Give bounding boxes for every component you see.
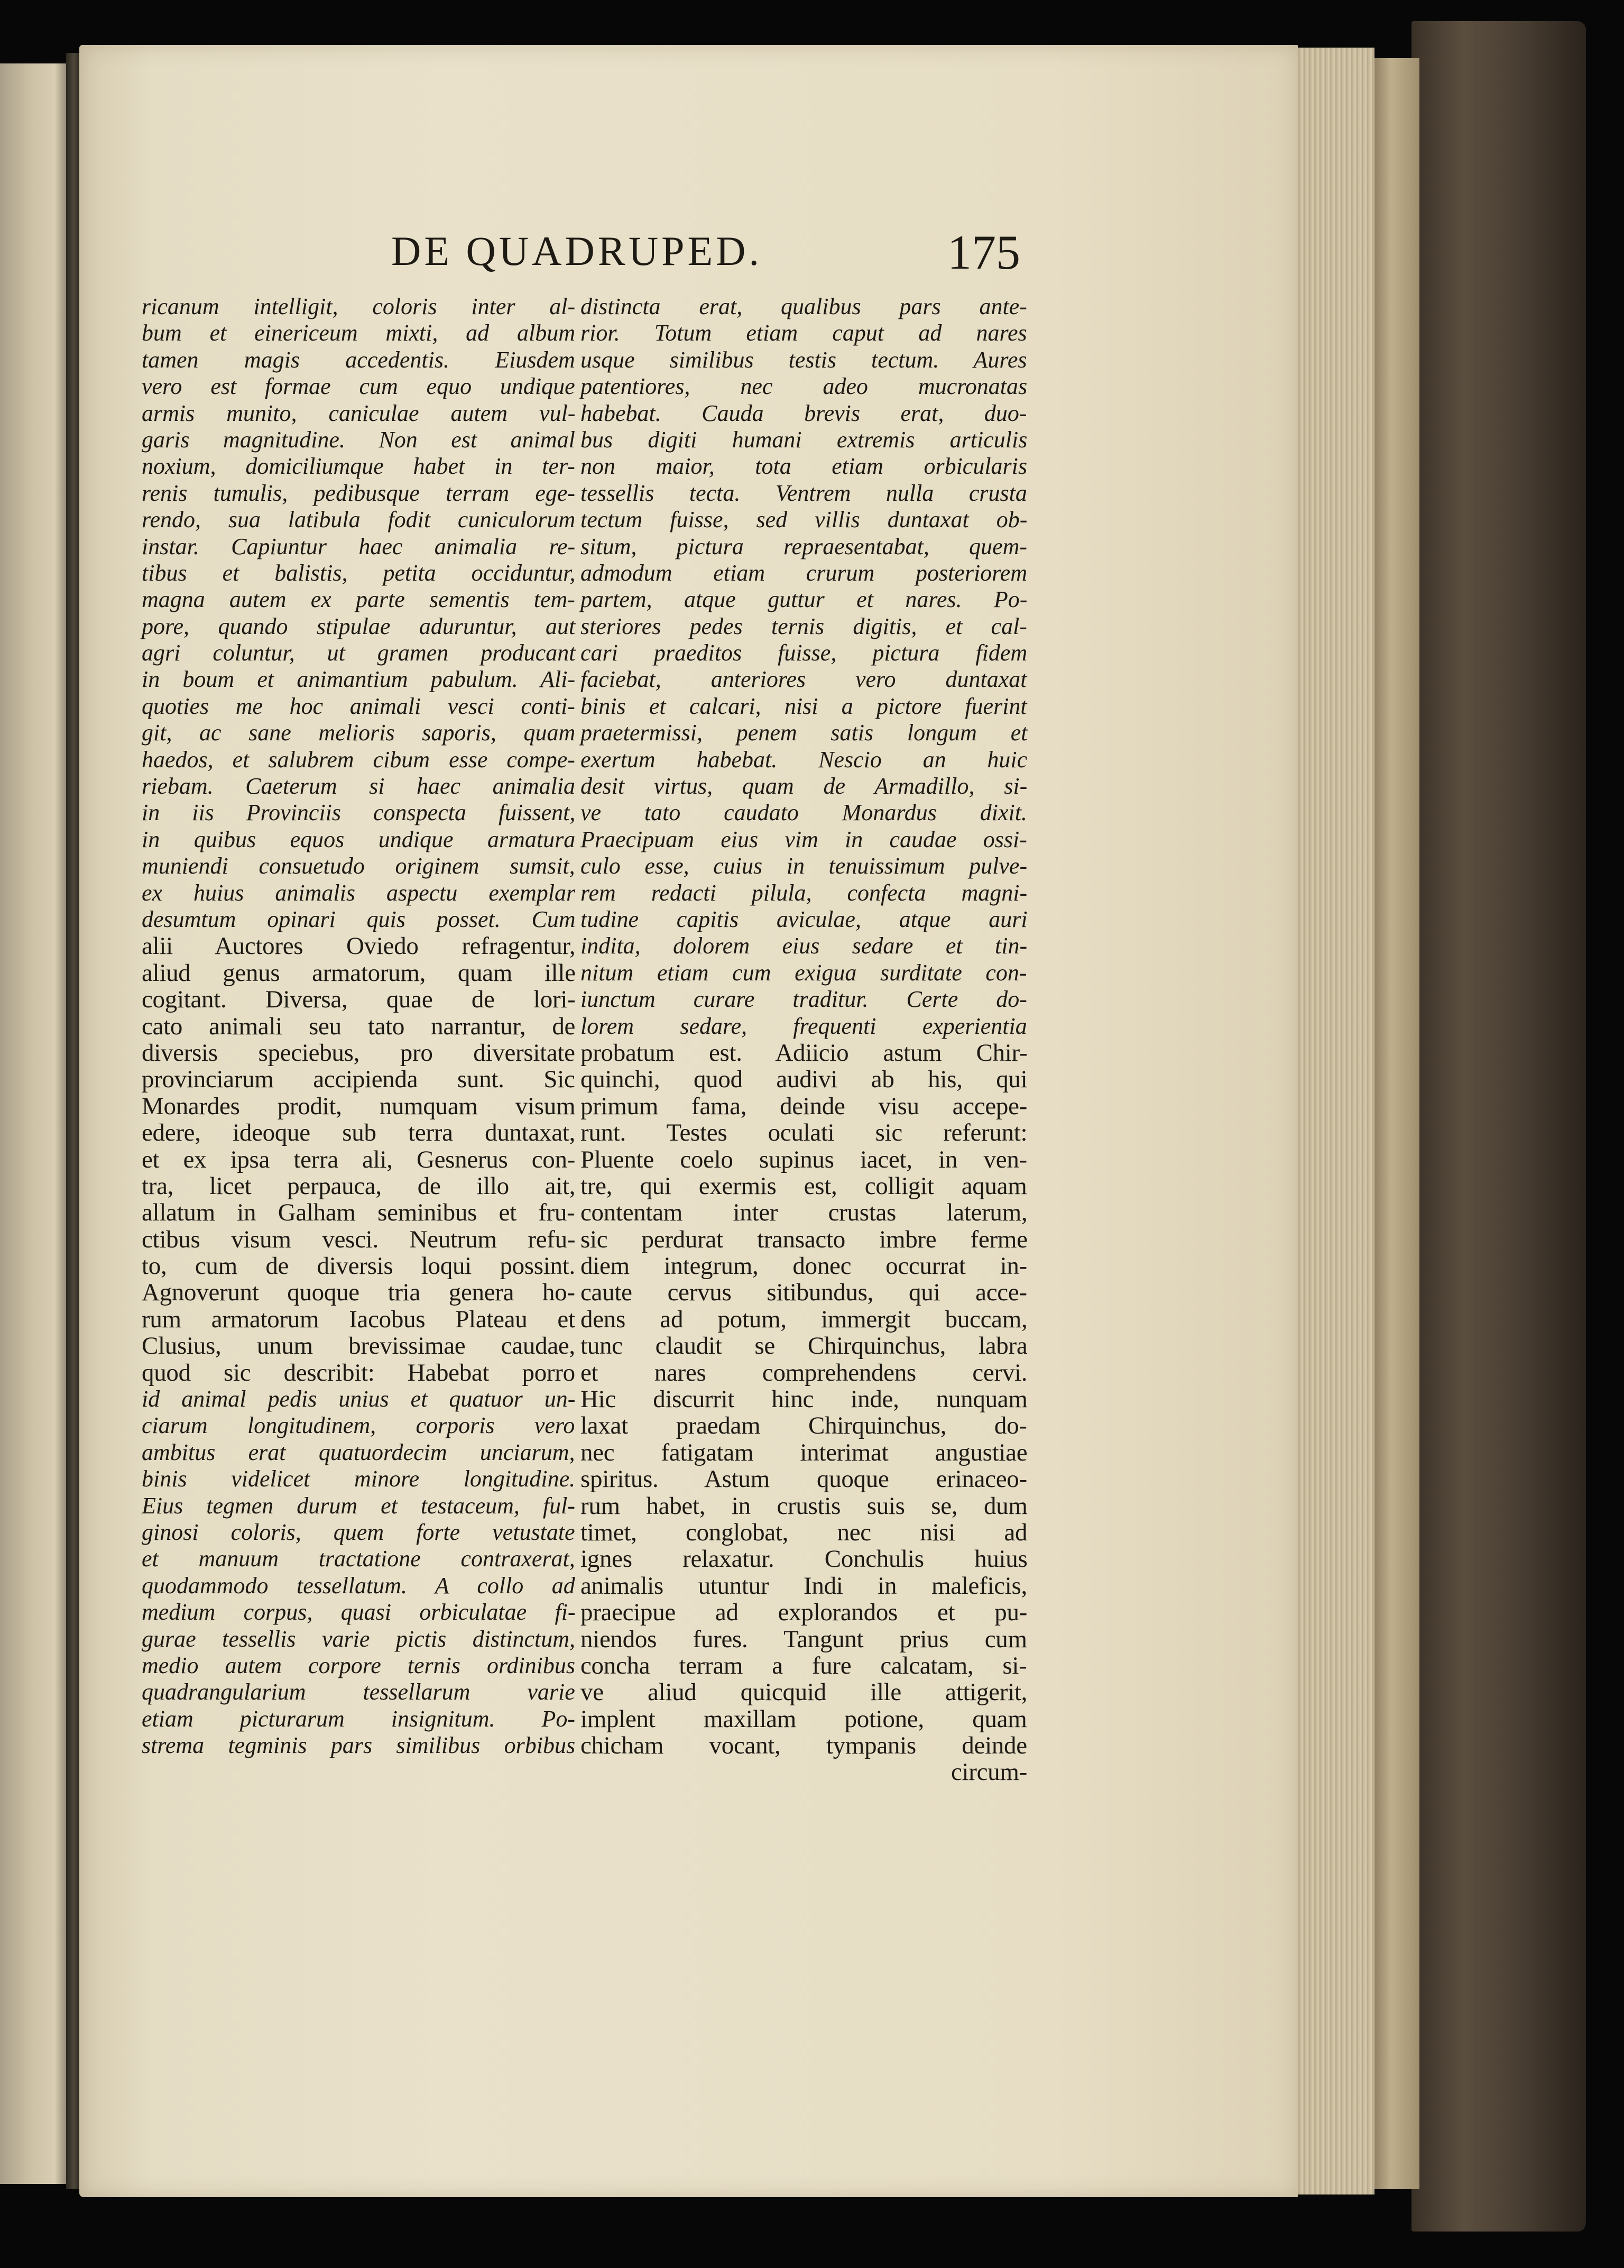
text-line: tunc claudit se Chirquinchus, labra (580, 1332, 1028, 1360)
text-line: edere, ideoque sub terra duntaxat, (142, 1119, 576, 1147)
text-line: vero est formae cum equo undique (142, 373, 575, 400)
text-line: Clusius, unum brevissimae caudae, (142, 1332, 575, 1360)
text-line: ricanum intelligit, coloris inter al- (142, 293, 576, 319)
text-line: patentiores, nec adeo mucronatas (580, 373, 1028, 400)
text-line: niendos fures. Tangunt prius cum (580, 1625, 1027, 1653)
text-line: quoties me hoc animali vesci conti- (142, 693, 575, 719)
text-line: strema tegminis pars similibus orbibus (142, 1732, 576, 1759)
text-line: quadrangularium tessellarum varie (142, 1679, 575, 1705)
text-line: situm, pictura repraesentabat, quem- (580, 533, 1028, 559)
text-line: muniendi consuetudo originem sumsit, (142, 853, 575, 879)
text-line: renis tumulis, pedibusque terram ege- (142, 480, 576, 506)
text-line: runt. Testes oculati sic referunt: (580, 1119, 1028, 1147)
text-line: medio autem corpore ternis ordinibus (142, 1652, 576, 1678)
text-line: cato animali seu tato narrantur, de (142, 1012, 576, 1040)
text-line: ambitus erat quatuordecim unciarum, (142, 1439, 575, 1465)
text-line: id animal pedis unius et quatuor un- (142, 1386, 576, 1412)
text-line: et nares comprehendens cervi. (580, 1358, 1028, 1386)
text-line: to, cum de diversis loqui possint. (142, 1252, 575, 1280)
text-line: implent maxillam potione, quam (580, 1705, 1027, 1733)
text-line: in iis Provinciis conspecta fuissent, (142, 800, 576, 826)
text-line: in quibus equos undique armatura (142, 826, 576, 852)
text-line: allatum in Galham seminibus et fru- (142, 1199, 575, 1227)
text-line: animalis utuntur Indi in maleficis, (580, 1572, 1027, 1600)
text-line: rum habet, in crustis suis se, dum (580, 1492, 1028, 1520)
text-line: Eius tegmen durum et testaceum, ful- (142, 1492, 575, 1519)
text-line: probatum est. Adiicio astum Chir- (580, 1039, 1028, 1067)
text-line: Hic discurrit hinc inde, nunquam (580, 1385, 1028, 1413)
text-line: faciebat, anteriores vero duntaxat (580, 666, 1027, 693)
text-line: contentam inter crustas laterum, (580, 1199, 1028, 1227)
text-line: distincta erat, qualibus pars ante- (580, 293, 1027, 319)
text-line: haedos, et salubrem cibum esse compe- (142, 746, 575, 773)
text-line: praecipue ad explorandos et pu- (580, 1599, 1028, 1627)
text-line: desumtum opinari quis posset. Cum (142, 906, 576, 932)
text-line: primum fama, deinde visu accepe- (580, 1092, 1027, 1120)
text-line: gurae tessellis varie pictis distinctum, (142, 1626, 576, 1652)
text-line: timet, conglobat, nec nisi ad (580, 1518, 1028, 1546)
text-line: riebam. Caeterum si haec animalia (142, 773, 576, 800)
text-line: etiam picturarum insignitum. Po- (142, 1705, 576, 1732)
text-line: tudine capitis aviculae, atque auri (580, 906, 1028, 932)
text-line: Agnoverunt quoque tria genera ho- (142, 1279, 575, 1307)
text-line: indita, dolorem eius sedare et tin- (580, 933, 1028, 959)
text-line: partem, atque guttur et nares. Po- (580, 586, 1028, 613)
text-line: admodum etiam crurum posteriorem (580, 559, 1027, 586)
text-line: armis munito, caniculae autem vul- (142, 400, 576, 426)
text-line: sic perdurat transacto imbre ferme (580, 1225, 1028, 1253)
text-line: binis et calcari, nisi a pictore fuerint (580, 693, 1027, 719)
text-line: ignes relaxatur. Conchulis huius (580, 1545, 1028, 1573)
text-line: tectum fuisse, sed villis duntaxat ob- (580, 507, 1028, 533)
page-number: 175 (947, 225, 1020, 279)
text-line: nitum etiam cum exigua surditate con- (580, 959, 1027, 986)
text-line: et ex ipsa terra ali, Gesnerus con- (142, 1145, 576, 1173)
text-line: diversis speciebus, pro diversitate (142, 1039, 575, 1067)
text-line: medium corpus, quasi orbiculatae fi- (142, 1599, 576, 1626)
text-line: tibus et balistis, petita occiduntur, (142, 559, 576, 586)
text-line: tamen magis accedentis. Eiusdem (142, 346, 575, 373)
text-line: lorem sedare, frequenti experientia (580, 1013, 1027, 1039)
text-line: nec fatigatam interimat angustiae (580, 1438, 1028, 1466)
text-line: instar. Capiuntur haec animalia re- (142, 533, 576, 559)
text-line: ve aliud quicquid ille attigerit, (580, 1678, 1028, 1706)
fore-edge-shadow (1372, 58, 1419, 2189)
text-line: rior. Totum etiam caput ad nares (580, 320, 1027, 346)
text-line: ginosi coloris, quem forte vetustate (142, 1519, 575, 1545)
page-fore-edge (1290, 48, 1374, 2194)
text-line: quinchi, quod audivi ab his, qui (580, 1066, 1028, 1094)
text-line: tessellis tecta. Ventrem nulla crusta (580, 480, 1027, 506)
text-line: culo esse, cuius in tenuissimum pulve- (580, 853, 1028, 879)
text-line: Monardes prodit, numquam visum (142, 1092, 576, 1120)
text-line: exertum habebat. Nescio an huic (580, 746, 1028, 773)
text-line: laxat praedam Chirquinchus, do- (580, 1412, 1027, 1440)
text-line: spiritus. Astum quoque erinaceo- (580, 1465, 1027, 1493)
text-line: habebat. Cauda brevis erat, duo- (580, 400, 1027, 426)
text-line: et manuum tractatione contraxerat, (142, 1546, 575, 1572)
text-line: ciarum longitudinem, corporis vero (142, 1412, 575, 1439)
text-line: usque similibus testis tectum. Aures (580, 346, 1027, 373)
text-line: agri coluntur, ut gramen producant (142, 640, 576, 666)
text-line: ex huius animalis aspectu exemplar (142, 879, 576, 906)
text-line: tra, licet perpauca, de illo ait, (142, 1172, 576, 1200)
text-line: provinciarum accipienda sunt. Sic (142, 1066, 575, 1094)
text-line: caute cervus sitibundus, qui acce- (580, 1279, 1027, 1307)
text-line: concha terram a fure calcatam, si- (580, 1651, 1027, 1679)
text-line: tre, qui exermis est, colligit aquam (580, 1172, 1027, 1200)
text-line: bum et einericeum mixti, ad album (142, 320, 575, 346)
text-column-right (580, 293, 1027, 1786)
text-line: dens ad potum, immergit buccam, (580, 1305, 1028, 1333)
text-line: quod sic describit: Habebat porro (142, 1358, 575, 1386)
text-line: ctibus visum vesci. Neutrum refu- (142, 1225, 576, 1253)
text-line: cari praeditos fuisse, pictura fidem (580, 640, 1028, 666)
page-header (391, 227, 1020, 286)
running-head: DE QUADRUPED. (391, 228, 762, 274)
book-cover-board (1411, 21, 1586, 2232)
facing-page-edge (0, 63, 73, 2184)
text-line: binis videlicet minore longitudine. (142, 1466, 576, 1492)
text-line: rem redacti pilula, confecta magni- (580, 879, 1028, 906)
text-line: quodammodo tessellatum. A collo ad (142, 1572, 575, 1599)
text-line: aliud genus armatorum, quam ille (142, 959, 576, 987)
text-line: Praecipuam eius vim in caudae ossi- (580, 826, 1027, 852)
text-line: rum armatorum Iacobus Plateau et (142, 1305, 575, 1333)
text-line: rendo, sua latibula fodit cuniculorum (142, 507, 576, 533)
text-line: garis magnitudine. Non est animal (142, 426, 575, 453)
text-line: circum- (951, 1758, 1027, 1786)
text-line: iunctum curare traditur. Certe do- (580, 986, 1027, 1013)
text-line: praetermissi, penem satis longum et (580, 720, 1028, 746)
text-line: magna autem ex parte sementis tem- (142, 586, 575, 613)
text-line: git, ac sane melioris saporis, quam (142, 720, 576, 746)
text-line: non maior, tota etiam orbicularis (580, 453, 1028, 480)
text-line: pore, quando stipulae aduruntur, aut (142, 613, 576, 639)
text-line: bus digiti humani extremis articulis (580, 426, 1028, 453)
text-line: ve tato caudato Monardus dixit. (580, 800, 1027, 826)
text-column-left (142, 293, 575, 1759)
text-line: alii Auctores Oviedo refragentur, (142, 932, 576, 960)
text-line: Pluente coelo supinus iacet, in ven- (580, 1145, 1027, 1173)
text-line: noxium, domiciliumque habet in ter- (142, 453, 575, 480)
text-line: desit virtus, quam de Armadillo, si- (580, 773, 1028, 800)
text-line: in boum et animantium pabulum. Ali- (142, 666, 576, 693)
text-line: diem integrum, donec occurrat in- (580, 1252, 1027, 1280)
text-line: cogitant. Diversa, quae de lori- (142, 986, 576, 1014)
text-line: chicham vocant, tympanis deinde (580, 1732, 1027, 1760)
text-line: steriores pedes ternis digitis, et cal- (580, 613, 1027, 639)
